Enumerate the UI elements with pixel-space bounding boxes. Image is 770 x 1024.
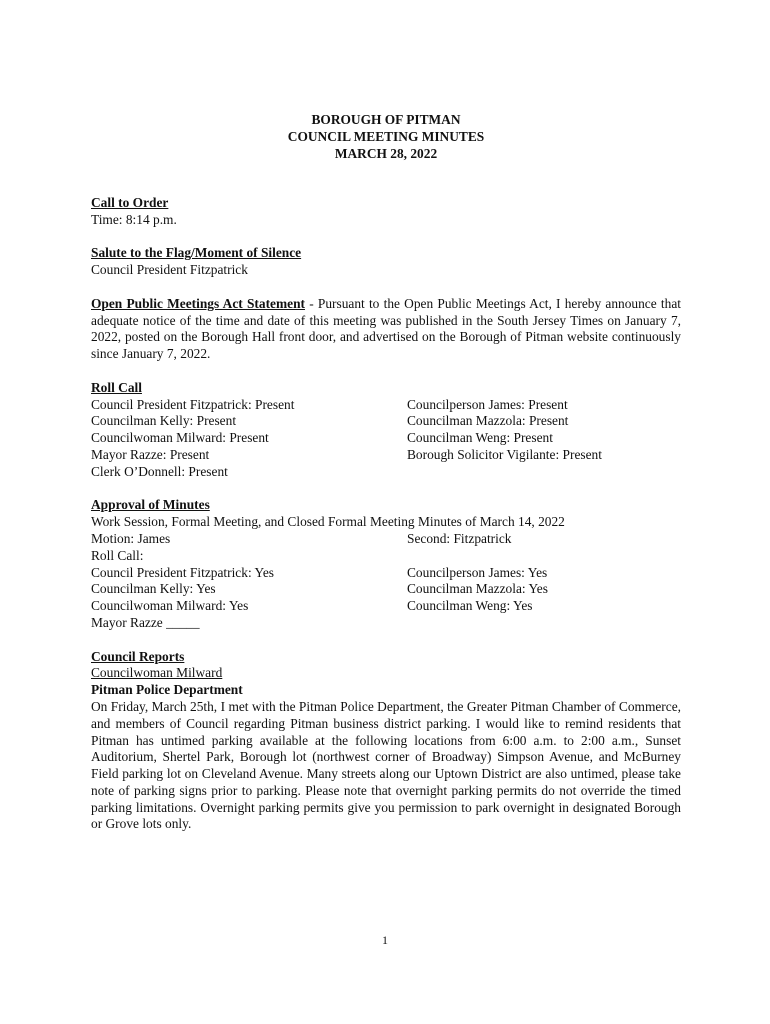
vote-columns <box>91 565 681 632</box>
heading-date: MARCH 28, 2022 <box>334 146 438 161</box>
motion-row <box>91 531 681 548</box>
document-heading <box>91 111 681 162</box>
call-time: Time: 8:14 p.m. <box>91 211 177 227</box>
roll-entry: Councilman Weng: Present <box>407 430 553 446</box>
vote-entry: Councilperson James: Yes <box>407 564 548 580</box>
roll-entry: Council President Fitzpatrick: Present <box>91 396 295 412</box>
vote-entry: Councilman Mazzola: Yes <box>407 581 548 597</box>
roll-entry: Mayor Razze: Present <box>91 446 210 462</box>
section-title: Approval of Minutes <box>91 497 210 513</box>
section-title: Roll Call <box>91 379 142 395</box>
section-approval-of-minutes <box>91 497 681 631</box>
report-subtitle: Pitman Police Department <box>91 682 243 698</box>
roll-entry: Councilwoman Milward: Present <box>91 430 269 446</box>
vote-left <box>91 565 407 632</box>
roll-entry: Borough Solicitor Vigilante: Present <box>407 446 602 462</box>
opma-text: - Pursuant to the Open Public Meetings Act, I hereby announce that adequate notice of the time and date of this meeting was published in the South Jersey Times on January 7, 2022, posted on the Borough Hall front door, and advertised on the Borough of Pitman website continuously since January 7, 2022. <box>91 295 681 362</box>
roll-entry: Councilman Kelly: Present <box>91 413 237 429</box>
approval-description: Work Session, Formal Meeting, and Closed Formal Meeting Minutes of March 14, 2022 <box>91 514 565 530</box>
second: Second: Fitzpatrick <box>407 530 512 546</box>
motion: Motion: James <box>91 530 171 546</box>
roll-entry: Councilman Mazzola: Present <box>407 413 569 429</box>
vote-entry: Council President Fitzpatrick: Yes <box>91 564 274 580</box>
salute-text: Council President Fitzpatrick <box>91 262 248 278</box>
roll-entry: Clerk O’Donnell: Present <box>91 463 228 479</box>
vote-entry: Mayor Razze _____ <box>91 614 200 630</box>
section-roll-call <box>91 380 681 481</box>
heading-borough: BOROUGH OF PITMAN <box>311 112 461 127</box>
section-title: Council Reports <box>91 648 185 664</box>
vote-roll-call-label: Roll Call: <box>91 547 144 563</box>
report-text: On Friday, March 25th, I met with the Pitman Police Department, the Greater Pitman Chamber of Commerce, and members of Council regarding Pitman business district parking. I would like to remind residents that Pitman has untimed parking available at the following locations from 6:00 a.m. to 2:00 a.m., Sunset Auditorium, Shertel Park, Borough lot (northwest corner of Broadway) Simpson Avenue, and McBurney Field parking lot on Cleveland Avenue. Many streets along our Uptown District are also untimed, please take note of parking signs prior to parking. Please note that overnight parking permits do not override the timed parking limitations. Overnight parking permits give you permission to park overnight in designated Borough or Grove lots only. <box>91 698 681 832</box>
roll-call-right <box>407 397 681 481</box>
section-title: Salute to the Flag/Moment of Silence <box>91 245 302 261</box>
heading-title: COUNCIL MEETING MINUTES <box>287 129 485 144</box>
section-salute <box>91 245 681 279</box>
roll-call-columns <box>91 397 681 481</box>
page-number: 1 <box>382 933 388 947</box>
vote-entry: Councilman Kelly: Yes <box>91 581 216 597</box>
vote-entry: Councilman Weng: Yes <box>407 598 533 614</box>
roll-call-left <box>91 397 407 481</box>
vote-entry: Councilwoman Milward: Yes <box>91 598 249 614</box>
section-title: Open Public Meetings Act Statement <box>91 295 305 311</box>
section-opma <box>91 296 681 363</box>
vote-right <box>407 565 681 632</box>
section-call-to-order <box>91 195 681 229</box>
document-body <box>91 111 681 833</box>
section-title: Call to Order <box>91 195 169 210</box>
roll-entry: Councilperson James: Present <box>407 396 568 412</box>
report-member: Councilwoman Milward <box>91 665 223 681</box>
section-council-reports <box>91 649 681 834</box>
